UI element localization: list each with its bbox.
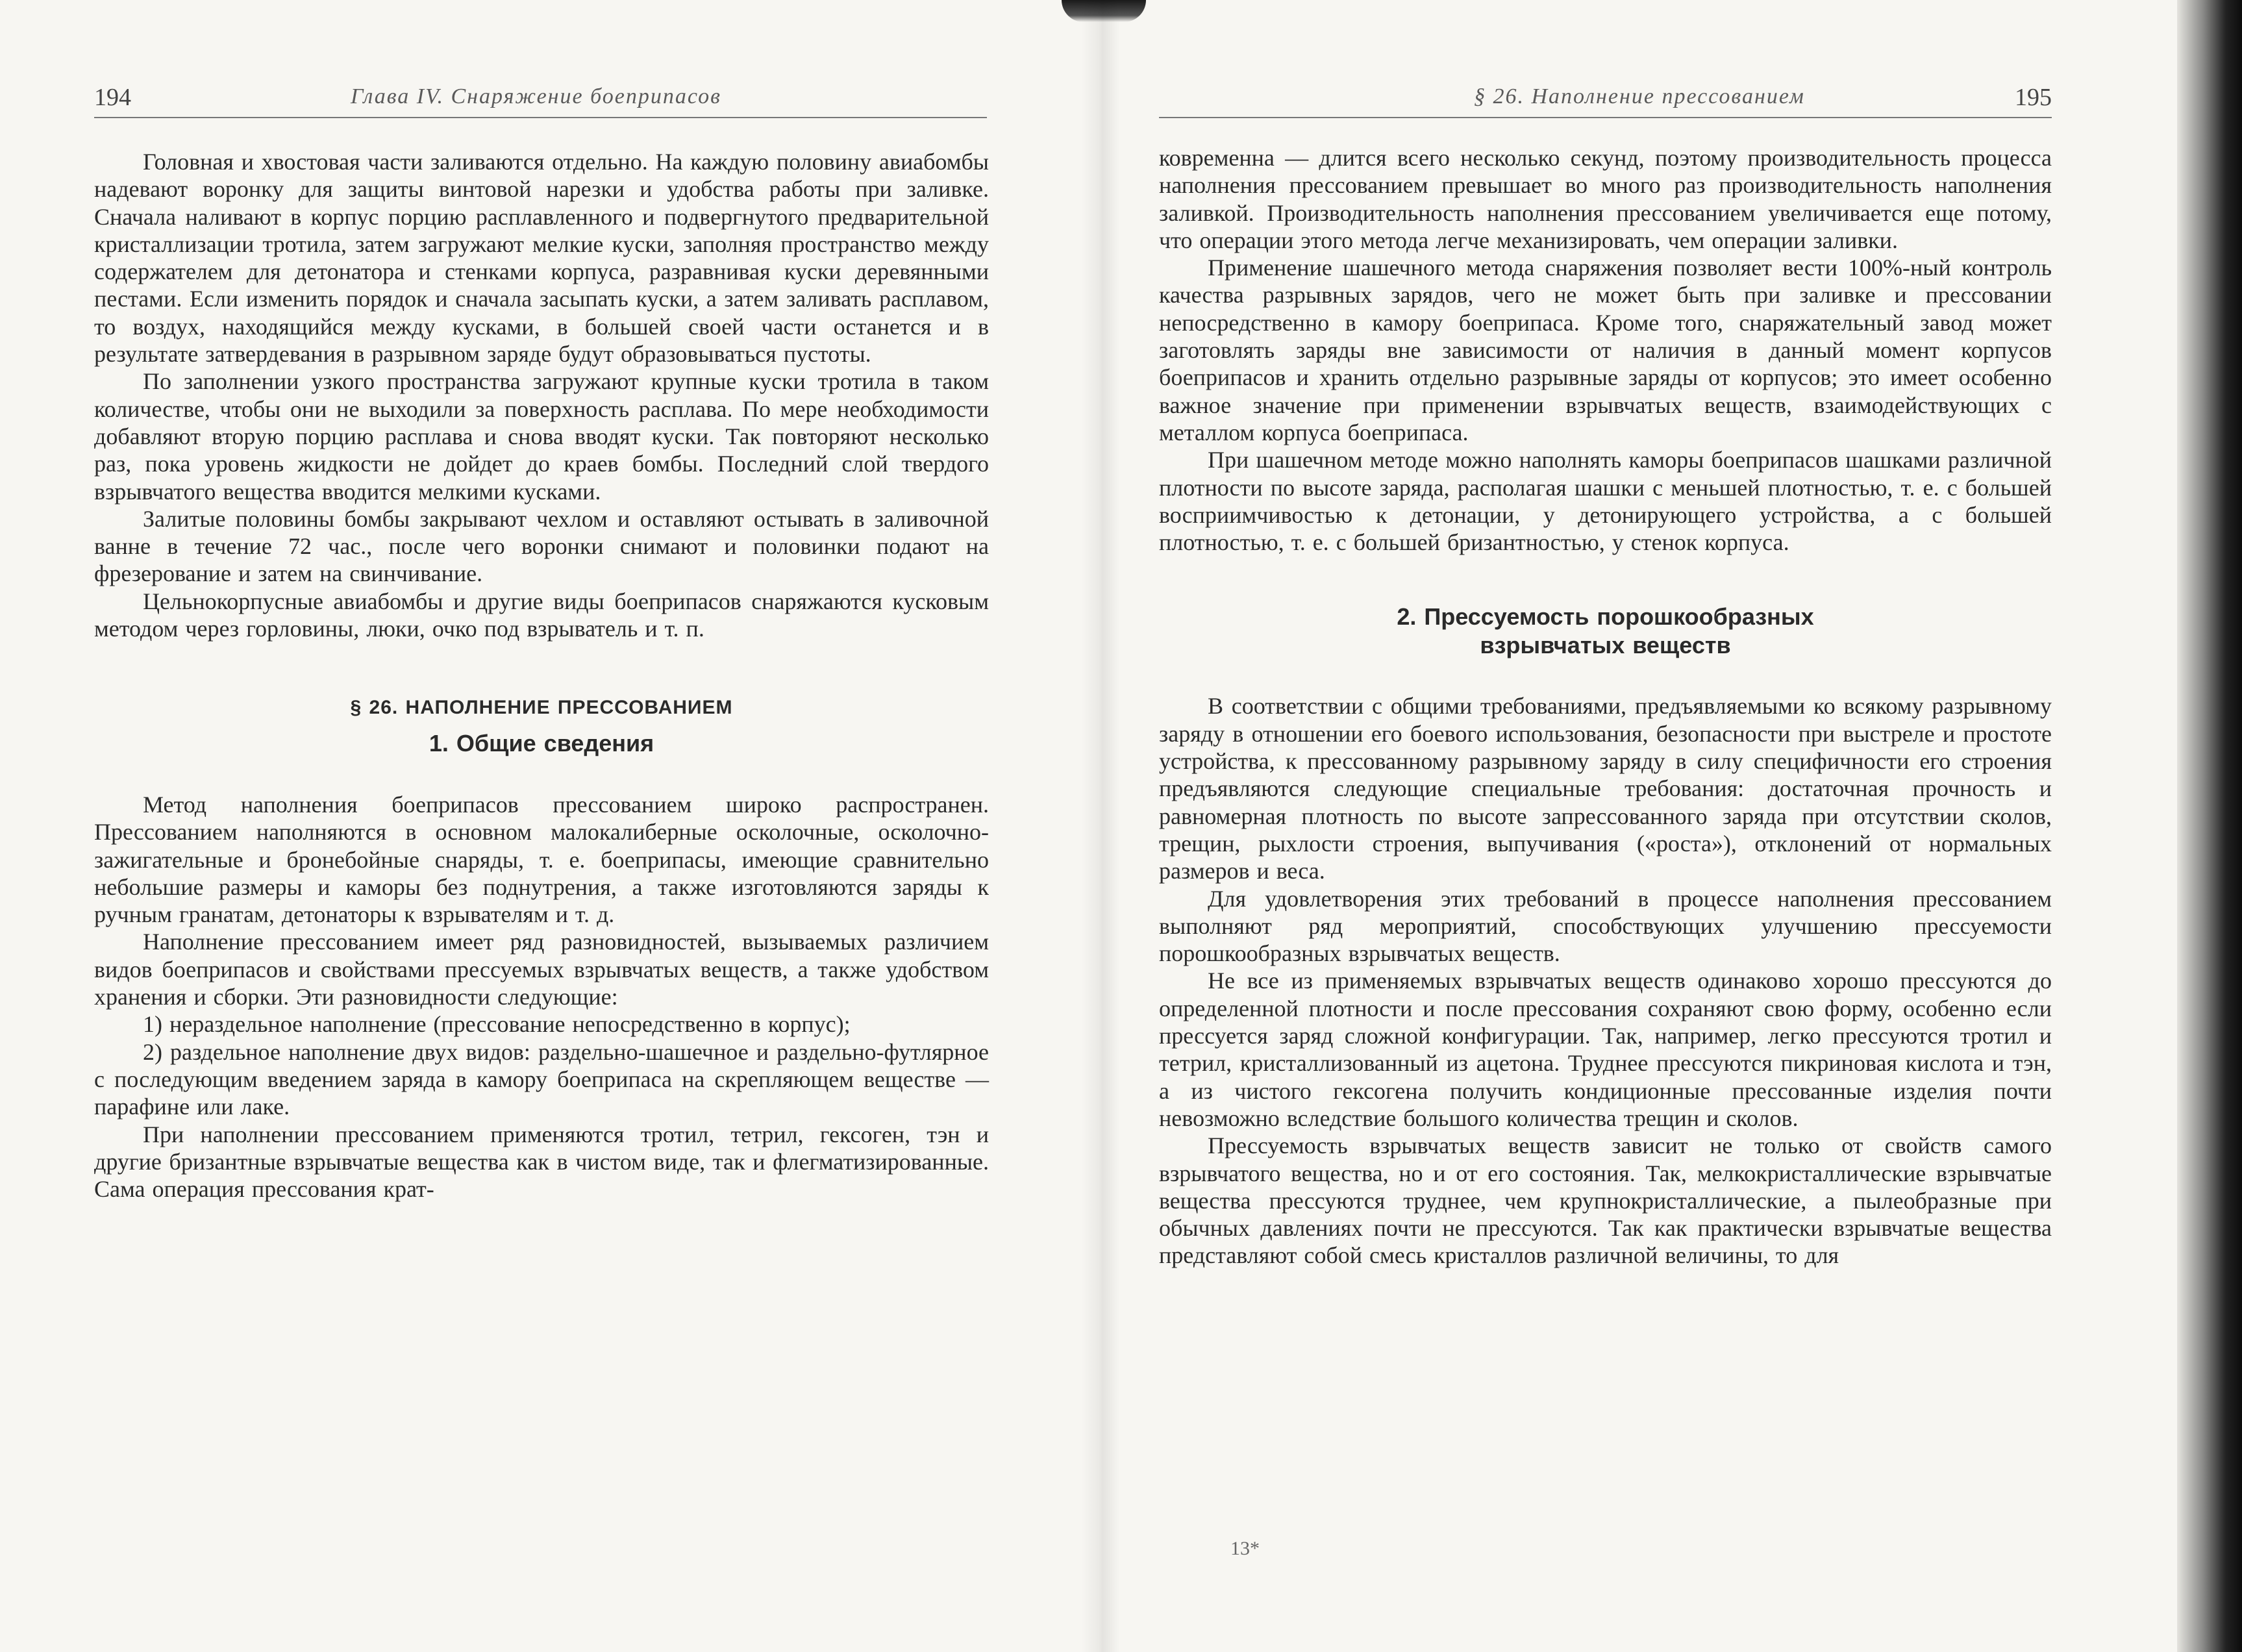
paragraph: Головная и хвостовая части заливаются отдельно. На каждую половину авиабомбы надевают воронку для защиты винтовой нарезки и удобства работы при заливке. Сначала наливают в корпус порцию расплавленного и подвергнутого предварительной кристаллизации тротила, затем загружают мелкие куски, заполняя пространство между содержателем для детонатора и стенками корпуса, разравнивая куски деревянными пестами. Если изменить порядок и сначала засыпать куски, а затем заливать расплавом, то воздух, находящийся между кусками, в большей своей части останется и в результате затвердевания в разрывном заряде будут образовываться пустоты.	[94, 149, 989, 368]
paragraph: При шашечном методе можно наполнять каморы боеприпасов шашками различной плотности по высоте заряда, располагая шашки с меньшей плотностью, т. е. с большей восприимчивостью к детонации, у детонирующего устройства, а с большей плотностью, т. е. с большей бризантностью, у стенок корпуса.	[1159, 447, 2052, 556]
paragraph: Наполнение прессованием имеет ряд разновидностей, вызываемых различием видов боеприпасов и свойствами прессуемых взрывчатых веществ, а также удобством хранения и сборки. Эти разновидности следующие:	[94, 929, 989, 1010]
paragraph: По заполнении узкого пространства загружают крупные куски тротила в таком количестве, чтобы они не выходили за поверхность расплава. По мере необходимости добавляют вторую порцию расплава и снова вводят куски. Так повторяют несколько раз, пока уровень жидкости не дойдет до краев бомбы. Последний слой твердого взрывчатого вещества вводится мелкими кусками.	[94, 368, 989, 505]
scan-edge-shadow	[2177, 0, 2242, 1652]
section-title: § 26. НАПОЛНЕНИЕ ПРЕССОВАНИЕМ	[350, 697, 733, 719]
signature-mark: 13*	[1230, 1538, 1260, 1559]
paragraph: Применение шашечного метода снаряжения позволяет вести 100%-ный контроль качества разрывных зарядов, чего не может быть при заливке и прессовании непосредственно в камору боеприпаса. Кроме того, снаряжательный завод может заготовлять заряды вне зависимости от наличия в данный момент корпусов боеприпасов и хранить отдельно разрывные заряды от корпусов; это имеет особенно важное значение при применении взрывчатых веществ, взаимодействующих с металлом корпуса боеприпаса.	[1159, 255, 2052, 445]
paragraph: Метод наполнения боеприпасов прессованием широко распространен. Прессованием наполняются в основном малокалиберные осколочные, осколочно-зажигательные и бронебойные снаряды, т. е. боеприпасы, имеющие сравнительно небольшие размеры и каморы без поднутрения, а также изготовляются заряды к ручным гранатам, детонаторы к взрывателям и т. д.	[94, 791, 989, 928]
paragraph: При наполнении прессованием применяются тротил, тетрил, гексоген, тэн и другие бризантные взрывчатые вещества как в чистом виде, так и флегматизированные. Сама операция прессования крат-	[94, 1121, 989, 1203]
subsection-title: 1. Общие сведения	[429, 729, 654, 757]
page-body	[94, 148, 989, 1203]
page-number: 194	[94, 84, 131, 111]
paragraph-continued: ковременна — длится всего несколько секунд, поэтому производительность процесса наполнения прессованием превышает во много раз производительность наполнения заливкой. Производительность наполнения прессованием увеличивается еще потому, что операции этого метода легче механизировать, чем операции заливки.	[1159, 145, 2052, 253]
right-page	[1091, 0, 2177, 1652]
subsection-title	[1159, 603, 2052, 660]
paragraph: Для удовлетворения этих требований в процессе наполнения прессованием выполняют ряд мероприятий, способствующих улучшению прессуемости порошкообразных взрывчатых веществ.	[1159, 885, 2052, 967]
paragraph: Залитые половины бомбы закрывают чехлом и оставляют остывать в заливочной ванне в течение 72 час., после чего воронки снимают и половинки подают на фрезерование и затем на свинчивание.	[94, 505, 989, 587]
paragraph: Не все из применяемых взрывчатых веществ одинаково хорошо прессуются до определенной плотности и после прессования сохраняют свою форму, особенно если прессуется заряд сложной конфигурации. Так, например, легко прессуются тротил и тетрил, кристаллизованный из ацетона. Труднее прессуются пикриновая кислота и тэн, а из чистого гексогена получить кондиционные прессованные изделия почти невозможно вследствие большого количества трещин и сколов.	[1159, 968, 2052, 1131]
subsection-title-line: взрывчатых веществ	[1480, 632, 1731, 659]
running-head	[1159, 78, 2052, 118]
paragraph: 1) нераздельное наполнение (прессование непосредственно в корпус);	[143, 1011, 851, 1038]
paragraph: Прессуемость взрывчатых веществ зависит не только от свойств самого взрывчатого вещества, но и от его состояния. Так, мелкокристаллические взрывчатые вещества прессуются труднее, чем крупнокристаллические, а пылеобразные при обычных давлениях почти не прессуются. Так как практически взрывчатые вещества представляют собой смесь кристаллов различной величины, то для	[1159, 1133, 2052, 1269]
paragraph: Цельнокорпусные авиабомбы и другие виды боеприпасов снаряжаются кусковым методом через горловины, люки, очко под взрыватель и т. п.	[94, 588, 989, 642]
paragraph: В соответствии с общими требованиями, предъявляемыми ко всякому разрывному заряду в отношении его боевого использования, безопасности при выстреле и простоте устройства, к прессованному разрывному заряду в силу специфичности его строения предъявляются следующие специальные требования: достаточная прочность и равномерная плотность по высоте запрессованного заряда при отсутствии сколов, трещин, рыхлости строения, выпучивания («роста»), отклонений от нормальных размеров и веса.	[1159, 693, 2052, 884]
left-page	[0, 0, 1091, 1652]
paragraph: 2) раздельное наполнение двух видов: раздельно-шашечное и раздельно-футлярное с последующим введением заряда в камору боеприпаса на скрепляющем веществе — парафине или лаке.	[94, 1038, 989, 1120]
subsection-title-line: 2. Прессуемость порошкообразных	[1397, 603, 1814, 631]
page-number: 195	[2015, 84, 2052, 111]
running-head	[94, 78, 987, 118]
running-title: Глава IV. Снаряжение боеприпасов	[351, 84, 721, 108]
running-title: § 26. Наполнение прессованием	[1474, 84, 1805, 108]
page-body	[1159, 144, 2052, 1270]
